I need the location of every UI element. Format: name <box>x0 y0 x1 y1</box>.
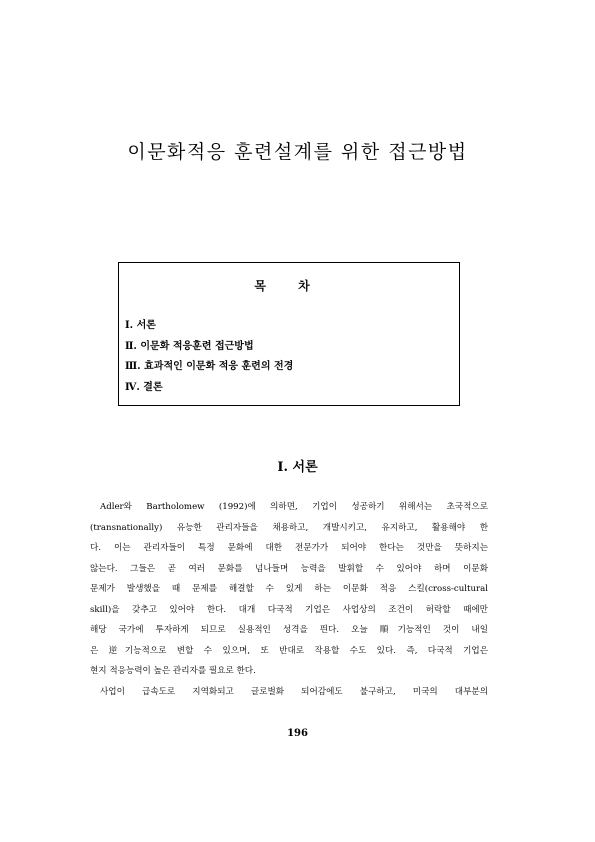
body-line: skill)을 갖추고 있어야 한다. 대개 다국적 기업은 사업상의 조건이 허락할 때에만 <box>90 604 488 615</box>
table-of-contents-box <box>118 262 460 406</box>
body-line: 현지 적응능력이 높은 관리자를 필요로 한다. <box>90 666 256 676</box>
toc-item-effective-training: Ⅲ. 효과적인 이문화 적응 훈련의 전경 <box>125 361 294 372</box>
toc-item-introduction: Ⅰ. 서론 <box>125 320 156 331</box>
body-line: Adler와 Bartholomew (1992)에 의하면, 기업이 성공하기 위해서는 초국적으로 <box>100 502 488 512</box>
body-line: (transnationally) 유능한 관리자들을 채용하고, 개발시키고, 유지하고, 활용해야 한 <box>90 522 488 533</box>
body-line: 문제가 발생했을 때 문제를 해결할 수 있게 하는 이문화 적응 스킬(cross-cultural <box>90 584 488 594</box>
toc-list <box>125 316 293 398</box>
body-line: 은 逆기능적으로 변할 수 있으며, 또 반대로 작용할 수도 있다. 즉, 다국적 기업은 <box>90 645 488 656</box>
toc-item-training-approach: Ⅱ. 이문화 적응훈련 접근방법 <box>125 340 254 352</box>
body-line: 다. 이는 관리자들이 특정 문화에 대한 전문가가 되어야 한다는 것만을 뜻하지는 <box>90 543 488 553</box>
body-paragraphs <box>90 497 488 702</box>
section-heading-introduction: I. 서론 <box>277 460 318 475</box>
toc-item-conclusion: Ⅳ. 결론 <box>125 381 163 393</box>
body-line: 사업이 급속도로 지역화되고 글로벌화 되어감에도 불구하고, 미국의 대부분의 <box>100 686 488 697</box>
body-line: 해당 국가에 투자하게 되므로 실용적인 성격을 띈다. 오늘 順기능적인 것이 내일 <box>90 625 488 635</box>
document-title: 이문화적응 훈련설계를 위한 접근방법 <box>127 141 468 163</box>
toc-heading: 목 차 <box>254 279 324 293</box>
page-number: 196 <box>287 728 308 739</box>
body-line: 않는다. 그들은 곧 여러 문화를 넘나들며 능력을 발휘할 수 있어야 하며 이문화 <box>90 563 488 574</box>
